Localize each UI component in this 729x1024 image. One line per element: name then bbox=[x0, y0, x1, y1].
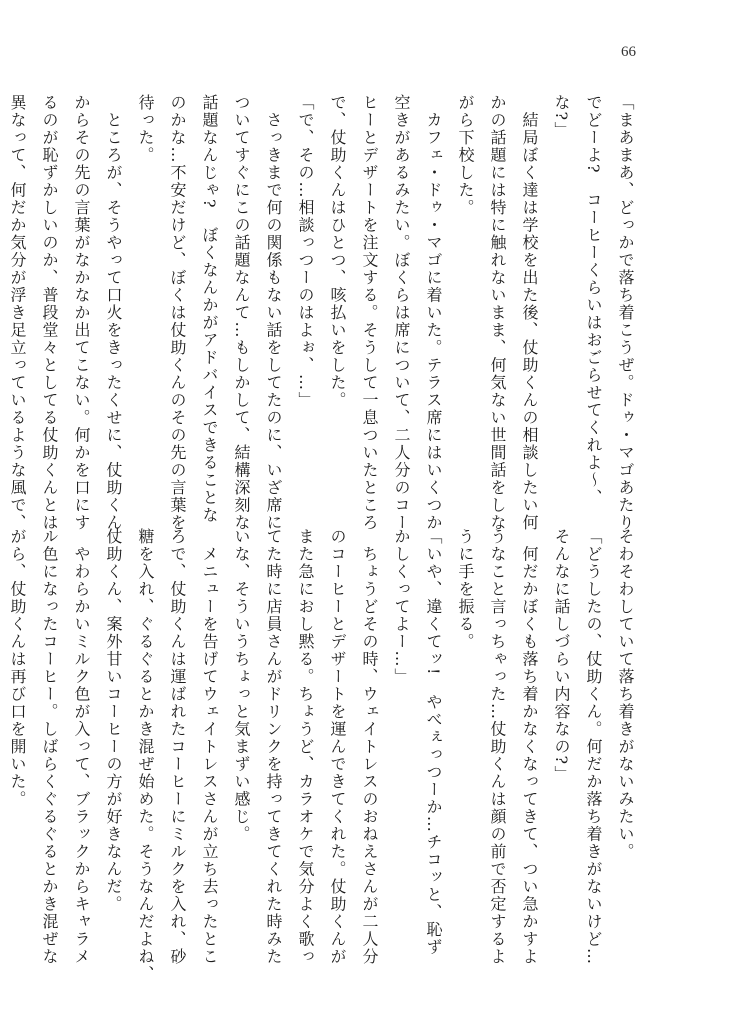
text-line: 話題なんじゃ? ぼくなんかがアドバイスできることな bbox=[200, 94, 219, 525]
text-line: いな、そういうちょっと気まずい感じ。 bbox=[232, 528, 251, 843]
text-line: やわらかいミルク色が入って、ブラックからキャラメ bbox=[72, 528, 91, 966]
text-line: ろで、仗助くんは運ばれたコーヒーにミルクを入れ、砂 bbox=[168, 528, 187, 966]
text-line: そわそわしていて落ち着きがないみたい。 bbox=[616, 528, 635, 861]
text-line: るのが恥ずかしいのか、普段堂々としてる仗助くんとは bbox=[40, 94, 59, 532]
upper-text-column bbox=[1, 94, 641, 532]
text-line: 「どうしたの、仗助くん。何だか落ち着きがないけど… bbox=[584, 528, 603, 966]
text-line: ところが、そうやって口火をきったくせに、仗助くん bbox=[104, 94, 123, 532]
text-line: でどーよ? コーヒーくらいはおごらせてくれよ〜、 bbox=[584, 94, 603, 507]
text-line: 「で、その…相談っつーのはよぉ、…」 bbox=[296, 94, 315, 409]
text-line: 仗助くん、案外甘いコーヒーの方が好きなんだ。 bbox=[104, 528, 123, 913]
text-line: のコーヒーとデザートを運んできてくれた。仗助くんが bbox=[328, 528, 347, 966]
text-line: 何だかぼくも落ち着かなくなってきて、つい急かすよ bbox=[520, 528, 539, 966]
text-line: ついてすぐにこの話題なんて…もしかして、結構深刻な bbox=[232, 94, 251, 532]
text-line: 「いや、違くてッ! やべぇっつーか…チコッと、恥ず bbox=[424, 528, 443, 956]
text-line: 糖を入れ、ぐるぐるとかき混ぜ始めた。そうなんだよね、 bbox=[136, 528, 155, 983]
text-line: のかな…不安だけど、ぼくは仗助くんのその先の言葉を bbox=[168, 94, 187, 532]
text-line: 待った。 bbox=[136, 94, 155, 164]
text-line: がら、仗助くんは再び口を開いた。 bbox=[8, 528, 27, 808]
text-line: ヒーとデザートを注文する。そうして一息ついたところ bbox=[360, 94, 379, 532]
lower-text-column bbox=[0, 528, 641, 983]
text-line: からその先の言葉がなかなか出てこない。何かを口にす bbox=[72, 94, 91, 532]
text-line: な?」 bbox=[552, 94, 571, 140]
text-line: 結局ぼく達は学校を出た後、仗助くんの相談したい何 bbox=[520, 94, 539, 532]
page-number: 66 bbox=[621, 44, 636, 60]
text-line: ちょうどその時、ウェイトレスのおねえさんが二人分 bbox=[360, 528, 379, 966]
text-line: そんなに話しづらい内容なの?」 bbox=[552, 528, 571, 784]
text-line: さっきまで何の関係もない話をしてたのに、いざ席に bbox=[264, 94, 283, 532]
text-line: てた時に店員さんがドリンクを持ってきてくれた時みた bbox=[264, 528, 283, 966]
text-line: ル色になったコーヒー。しばらくぐるぐるとかき混ぜな bbox=[40, 528, 59, 966]
text-line: で、仗助くんはひとつ、咳払いをした。 bbox=[328, 94, 347, 409]
text-line bbox=[0, 528, 1, 923]
text-line: 「まあまあ、どっかで落ち着こうぜ。ドゥ・マゴあたり bbox=[616, 94, 635, 532]
text-line: 空きがあるみたい。ぼくらは席について、二人分のコー bbox=[392, 94, 411, 532]
text-line: また急におし黙る。ちょうど、カラオケで気分よく歌っ bbox=[296, 528, 315, 966]
text-line: 異なって、何だか気分が浮き足立っているような風で、 bbox=[8, 94, 27, 532]
text-line: うなこと言っちゃった…仗助くんは顔の前で否定するよ bbox=[488, 528, 507, 966]
text-line: メニューを告げてウェイトレスさんが立ち去ったとこ bbox=[200, 528, 219, 966]
text-line: カフェ・ドゥ・マゴに着いた。テラス席にはいくつか bbox=[424, 94, 443, 532]
text-line: かの話題には特に触れないまま、何気ない世間話をしな bbox=[488, 94, 507, 532]
text-line: かしくってよー…」 bbox=[392, 528, 411, 686]
text-line: がら下校した。 bbox=[456, 94, 475, 217]
text-line: うに手を振る。 bbox=[456, 528, 475, 651]
